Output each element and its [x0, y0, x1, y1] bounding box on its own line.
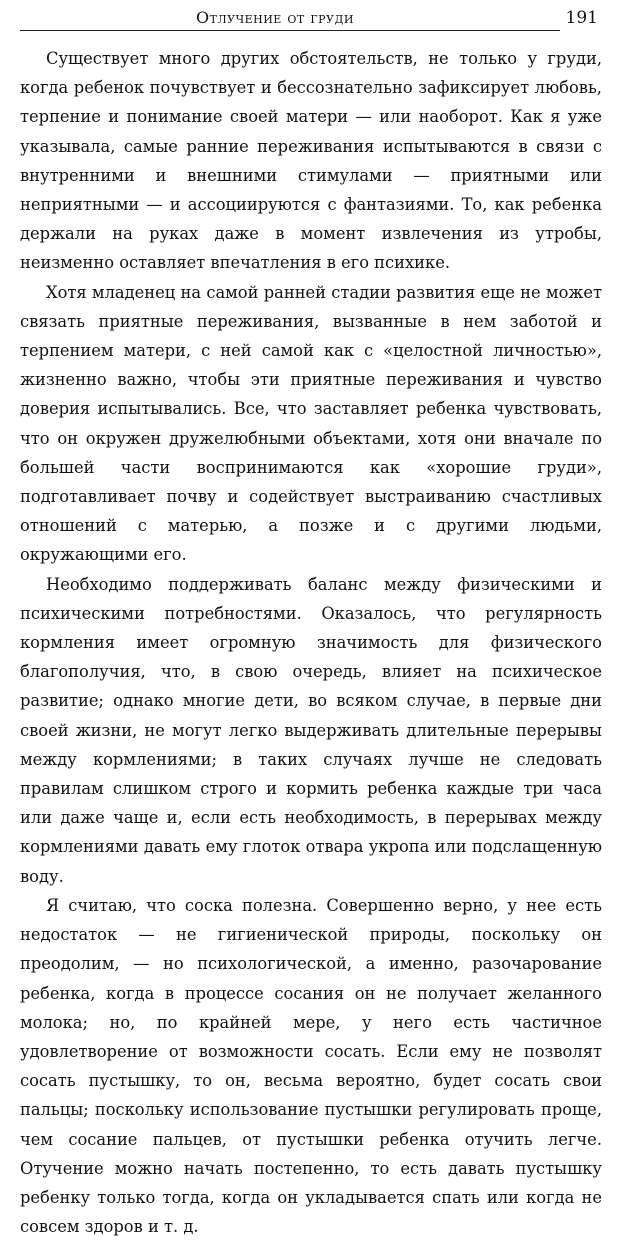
header-divider	[20, 30, 560, 31]
paragraph: Существует много других обстоятельств, не только у груди, когда ребенок почувствует и бессознательно зафиксирует любовь, терпение и понимание своей матери — или наоборот. Как я уже указывала, самые ранние переживания испытываются в связи с внутренними и внешними стимулами — приятными или неприятными — и ассоциируются с фантазиями. То, как ребенка держали на руках даже в момент извлечения из утробы, неизменно оставляет впечатления в его психике.	[20, 49, 602, 273]
running-title: Отлучение от груди	[195, 8, 355, 27]
body-text	[20, 44, 602, 1241]
page-number: 191	[565, 8, 598, 28]
paragraph: Я считаю, что соска полезна. Совершенно верно, у нее есть недостаток — не гигиенической природы, поскольку он преодолим, — но психологической, а именно, разочарование ребенка, когда в процессе сосания он не получает желанного молока; но, по крайней мере, у него есть частичное удовлетворение от возможности сосать. Если ему не позволят сосать пустышку, то он, весьма вероятно, будет сосать свои пальцы; поскольку использование пустышки регулировать проще, чем сосание пальцев, от пустышки ребенка отучить легче. Отучение можно начать постепенно, то есть давать пустышку ребенку только тогда, когда он укладывается спать или когда не совсем здоров и т. д.	[20, 895, 602, 1237]
paragraph: Хотя младенец на самой ранней стадии развития еще не может связать приятные переживания, вызванные в нем заботой и терпением матери, с ней самой как с «целостной личностью», жизненно важно, чтобы эти приятные переживания и чувство доверия испытывались. Все, что заставляет ребенка чувствовать, что он окружен дружелюбными объектами, хотя они вначале по большей части воспринимаются как «хорошие груди», подготавливает почву и содействует выстраиванию счастливых отношений с матерью, а позже и с другими людьми, окружающими его.	[20, 282, 602, 565]
paragraph: Необходимо поддерживать баланс между физическими и психическими потребностями. Оказалось, что регулярность кормления имеет огромную значимость для физического благополучия, что, в свою очередь, влияет на психическое развитие; однако многие дети, во всяком случае, в первые дни своей жизни, не могут легко выдерживать длительные перерывы между кормлениями; в таких случаях лучше не следовать правилам слишком строго и кормить ребенка каждые три часа или даже чаще и, если есть необходимость, в перерывах между кормлениями давать ему глоток отвара укропа или подслащенную воду.	[20, 574, 602, 886]
running-head	[22, 6, 598, 30]
